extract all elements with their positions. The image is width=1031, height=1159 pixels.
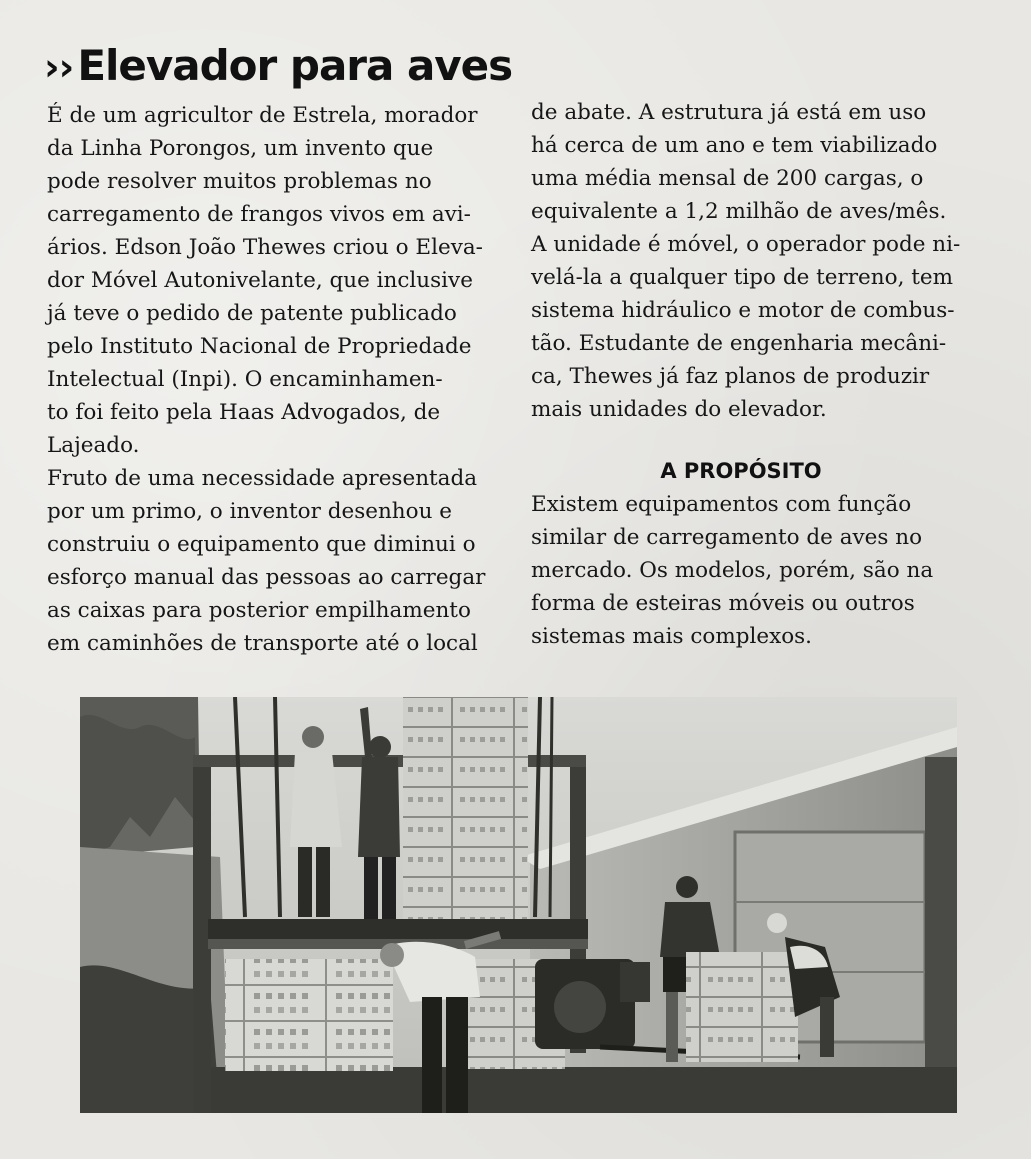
text-line: velá-la a qualquer tipo de terreno, tem (531, 265, 953, 290)
left-column (47, 99, 517, 660)
text-line: construiu o equipamento que diminui o (47, 532, 476, 557)
text-line: to foi feito pela Haas Advogados, de (47, 400, 441, 425)
text-line: Fruto de uma necessidade apresentada (47, 466, 478, 491)
text-line: tão. Estudante de engenharia mecâni- (531, 331, 947, 356)
text-line: pelo Instituto Nacional de Propriedade (47, 334, 472, 359)
text-line: equivalente a 1,2 milhão de aves/mês. (531, 199, 947, 224)
text-line: forma de esteiras móveis ou outros (531, 591, 915, 616)
paragraph-2-continued (531, 96, 981, 426)
text-line: em caminhões de transporte até o local (47, 631, 478, 656)
article-photo (80, 697, 957, 1113)
text-line: dor Móvel Autonivelante, que inclusive (47, 268, 473, 293)
text-line: Existem equipamentos com função (531, 492, 912, 517)
text-line: há cerca de um ano e tem viabilizado (531, 133, 938, 158)
text-line: ca, Thewes já faz planos de produzir (531, 364, 930, 389)
text-line: Intelectual (Inpi). O encaminhamen- (47, 367, 443, 392)
right-column (531, 96, 981, 653)
text-line: uma média mensal de 200 cargas, o (531, 166, 924, 191)
text-line: da Linha Porongos, um invento que (47, 136, 434, 161)
text-line: sistema hidráulico e motor de combus- (531, 298, 955, 323)
text-line: as caixas para posterior empilhamento (47, 598, 471, 623)
text-line: mais unidades do elevador. (531, 397, 827, 422)
text-line: mercado. Os modelos, porém, são na (531, 558, 934, 583)
text-line: por um primo, o inventor desenhou e (47, 499, 453, 524)
text-line: Lajeado. (47, 433, 140, 458)
text-line: É de um agricultor de Estrela, morador (47, 103, 478, 128)
text-line: de abate. A estrutura já está em uso (531, 100, 927, 125)
text-line: pode resolver muitos problemas no (47, 169, 432, 194)
paragraph-2 (47, 462, 517, 660)
headline-chevron-icon: ›› (44, 45, 74, 89)
text-line: carregamento de frangos vivos em avi- (47, 202, 471, 227)
photo-elevator-loading-crates-icon (80, 697, 957, 1113)
article-headline (44, 38, 512, 95)
paragraph-1 (47, 99, 517, 462)
text-line: sistemas mais complexos. (531, 624, 813, 649)
text-line: ários. Edson João Thewes criou o Eleva- (47, 235, 483, 260)
text-line: já teve o pedido de patente publicado (47, 301, 457, 326)
text-line: similar de carregamento de aves no (531, 525, 923, 550)
subhead-a-proposito: A PROPÓSITO (660, 459, 822, 483)
text-line: esforço manual das pessoas ao carregar (47, 565, 486, 590)
headline-text: Elevador para aves (77, 41, 513, 90)
text-line: A unidade é móvel, o operador pode ni- (531, 232, 961, 257)
paragraph-3 (531, 488, 981, 653)
